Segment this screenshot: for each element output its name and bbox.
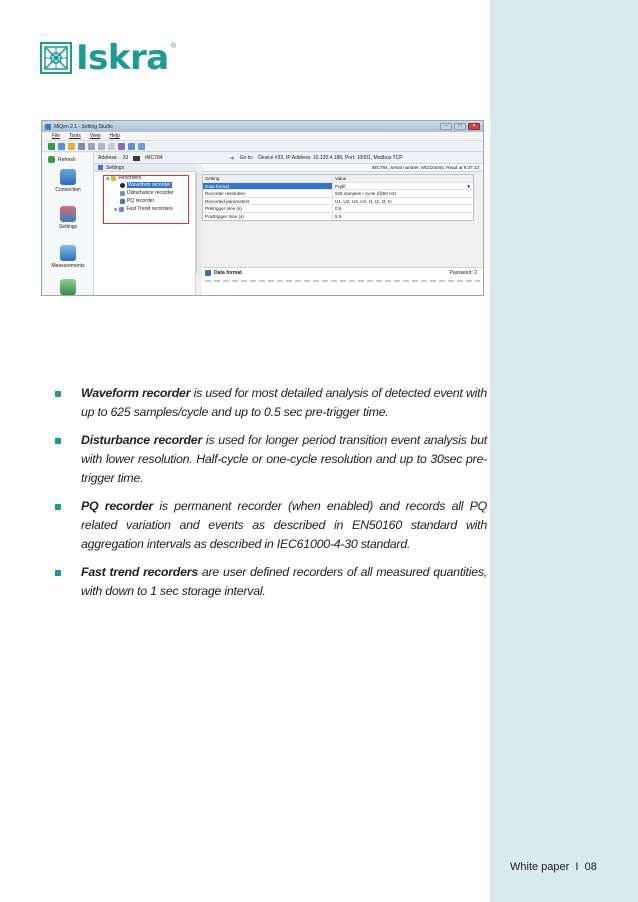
folder-icon[interactable] bbox=[68, 143, 75, 150]
settings-grid bbox=[202, 174, 474, 221]
tree-label-recorders: Recorders bbox=[118, 175, 142, 181]
logo-wordmark: Iskra bbox=[76, 38, 169, 78]
row-value[interactable]: 5.5 bbox=[335, 213, 342, 219]
grid-info-bar bbox=[202, 164, 483, 172]
logo-registered-mark: ® bbox=[170, 42, 176, 50]
settings-tree bbox=[94, 172, 196, 296]
highlight-box bbox=[103, 175, 189, 224]
menu-view[interactable]: View bbox=[89, 133, 101, 139]
row-setting: Recorder resolution bbox=[203, 190, 333, 197]
new-icon[interactable] bbox=[48, 143, 55, 150]
bullet-square-icon bbox=[55, 504, 61, 510]
list-item bbox=[55, 497, 487, 554]
address-bar bbox=[94, 153, 483, 164]
goto-value[interactable]: Device #33, IP Address: 10.120.4.188, Port: 10001, Modbus TCP bbox=[258, 155, 403, 161]
nav-connection-label: Connection bbox=[55, 187, 81, 193]
nav-connection[interactable] bbox=[42, 169, 94, 193]
goto-label: Go to: bbox=[239, 155, 254, 161]
connect-icon[interactable] bbox=[128, 143, 135, 150]
refresh-icon bbox=[48, 156, 55, 163]
menu-tools[interactable]: Tools bbox=[69, 133, 81, 139]
copy-icon[interactable] bbox=[98, 143, 105, 150]
paste-icon[interactable] bbox=[108, 143, 115, 150]
row-setting: Pretrigger time (s) bbox=[203, 205, 333, 212]
minimize-button[interactable]: – bbox=[440, 123, 452, 130]
bullet-text: is used for longer period transition event analysis but with lower resolution. Half-cycle or one-cycle resolution and up to 30sec pre-trigger time. bbox=[81, 433, 487, 485]
maximize-button[interactable]: □ bbox=[454, 123, 466, 130]
setting-studio-screenshot bbox=[41, 120, 484, 296]
bullet-text: are user defined recorders of all measured quantities, with down to 1 sec storage interval. bbox=[81, 565, 487, 598]
list-item bbox=[55, 431, 487, 488]
left-navigation bbox=[42, 153, 94, 296]
bullet-square-icon bbox=[55, 570, 61, 576]
bullet-text: is used for most detailed analysis of detected event with up to 625 samples/cycle and up to 0.5 sec pre-trigger time. bbox=[81, 386, 487, 419]
tree-label-pq: PQ recorder bbox=[127, 198, 155, 204]
list-item bbox=[55, 384, 487, 422]
info-icon bbox=[205, 270, 211, 276]
settings-icon bbox=[60, 206, 76, 222]
bullet-square-icon bbox=[55, 391, 61, 397]
connection-icon bbox=[60, 169, 76, 185]
row-setting: Data format bbox=[203, 183, 333, 190]
bullet-square-icon bbox=[55, 438, 61, 444]
nav-settings-label: Settings bbox=[58, 224, 78, 230]
menu-file[interactable]: File bbox=[52, 133, 61, 139]
side-band bbox=[490, 0, 638, 902]
tree-label-fast-trend: Fast Trend recorders bbox=[126, 206, 173, 212]
print-icon[interactable] bbox=[88, 143, 95, 150]
row-value[interactable]: 625 samples / cycle (@50 Hz) bbox=[335, 191, 397, 196]
window-titlebar bbox=[42, 121, 483, 132]
bullet-term: Fast trend recorders bbox=[81, 565, 198, 579]
row-value: Pqdif bbox=[335, 183, 346, 189]
open-icon[interactable] bbox=[58, 143, 65, 150]
address-label: Address: bbox=[98, 155, 118, 161]
window-title: MiQen 2.1 - Setting Studio bbox=[54, 123, 113, 130]
bullet-term: Waveform recorder bbox=[81, 386, 191, 400]
row-setting: Posttrigger time (s) bbox=[203, 213, 333, 221]
menu-help[interactable]: Help bbox=[109, 133, 120, 139]
grid-header-row bbox=[203, 175, 473, 183]
row-value[interactable]: 0.5 bbox=[335, 206, 342, 211]
analysis-icon bbox=[60, 279, 76, 295]
bullet-term: PQ recorder bbox=[81, 499, 154, 513]
expand-icon: ⊞ bbox=[114, 206, 118, 212]
app-icon bbox=[45, 124, 51, 130]
data-format-select[interactable] bbox=[333, 183, 473, 190]
table-row[interactable] bbox=[203, 190, 473, 198]
nav-settings[interactable] bbox=[42, 206, 94, 230]
device-icon bbox=[133, 156, 140, 161]
bullet-text: is permanent recorder (when enabled) and records all PQ related variation and events as described in EN50160 standard with aggregation intervals as described in IEC61000-4-30 standard. bbox=[81, 499, 487, 551]
table-row[interactable] bbox=[203, 183, 473, 191]
settings-tree-title: Settings bbox=[106, 164, 125, 171]
list-item bbox=[55, 563, 487, 601]
refresh-button[interactable] bbox=[48, 156, 76, 163]
close-button[interactable]: × bbox=[468, 123, 480, 130]
row-value[interactable]: U1, U2, U3, Un, I1, I2, I3, In bbox=[335, 198, 392, 204]
menu-bar bbox=[42, 132, 483, 141]
iskra-logo bbox=[40, 38, 176, 78]
tag-icon[interactable] bbox=[118, 143, 125, 150]
measurements-icon bbox=[60, 245, 76, 261]
nav-measurements[interactable] bbox=[42, 245, 94, 269]
page-footer: White paper I 08 bbox=[510, 861, 597, 873]
table-row[interactable] bbox=[203, 198, 473, 206]
device-info: iMC784, Serial number: MC024044, Read at 9:37:13 bbox=[371, 165, 479, 170]
wrench-icon[interactable] bbox=[138, 143, 145, 150]
goto-arrow-icon: ➜ bbox=[229, 155, 235, 162]
toolbar bbox=[42, 141, 483, 152]
tree-label-disturbance: Disturbance recorder bbox=[127, 190, 174, 196]
refresh-label: Refresh bbox=[58, 156, 76, 163]
collapse-icon: ⊟ bbox=[106, 175, 110, 181]
column-value: Value bbox=[335, 176, 347, 181]
dropdown-arrow-icon[interactable]: ▼ bbox=[466, 183, 471, 189]
iskra-logo-icon bbox=[40, 42, 72, 74]
description-title: Data format bbox=[214, 270, 242, 276]
settings-tree-header bbox=[94, 164, 196, 172]
device-name: iMC784 bbox=[145, 155, 163, 161]
table-row[interactable] bbox=[203, 213, 473, 221]
address-value[interactable]: 33 bbox=[122, 155, 129, 161]
description-text-placeholder bbox=[205, 280, 480, 282]
password-level: Password: 2 bbox=[449, 270, 477, 276]
settings-icon-small bbox=[98, 165, 103, 170]
column-setting: Setting bbox=[203, 175, 333, 182]
save-icon[interactable] bbox=[78, 143, 85, 150]
bullet-term: Disturbance recorder bbox=[81, 433, 203, 447]
table-row[interactable] bbox=[203, 205, 473, 213]
tree-label-waveform: Waveform recorder bbox=[128, 182, 171, 188]
nav-measurements-label: Measurements bbox=[51, 263, 85, 269]
nav-extra[interactable] bbox=[42, 279, 94, 296]
description-panel bbox=[202, 267, 483, 296]
recorder-descriptions bbox=[55, 384, 487, 610]
row-setting: Recorded parameters bbox=[203, 198, 333, 205]
